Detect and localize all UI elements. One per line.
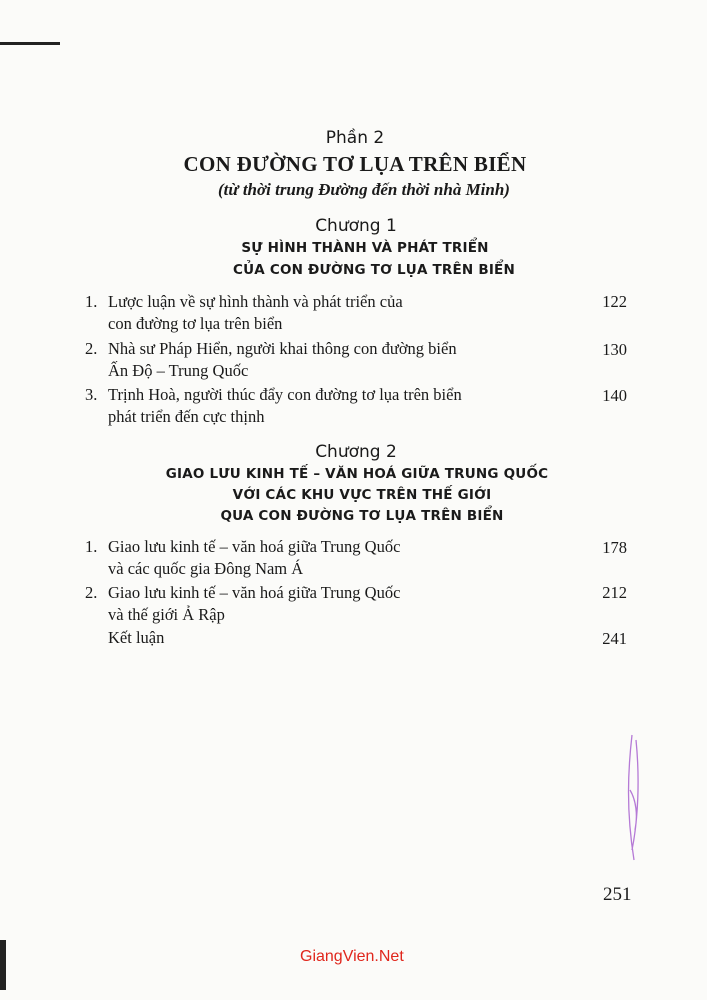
entry-number: 2. xyxy=(85,583,98,602)
conclusion-page: 241 xyxy=(602,629,627,648)
entry-number: 2. xyxy=(85,339,98,358)
scan-edge-left xyxy=(0,940,6,990)
page-number: 251 xyxy=(603,884,632,905)
toc-entry[interactable] xyxy=(85,385,462,405)
entry-title: Nhà sư Pháp Hiển, người khai thông con đường biển xyxy=(108,339,457,358)
chapter-1-label: Chương 1 xyxy=(315,216,397,236)
entry-title-cont: con đường tơ lụa trên biển xyxy=(108,314,283,333)
conclusion-entry[interactable]: Kết luận xyxy=(108,628,165,647)
part-label: Phần 2 xyxy=(325,128,385,148)
entry-number: 1. xyxy=(85,537,98,556)
entry-page: 130 xyxy=(602,340,627,359)
entry-title-cont: và thế giới Ả Rập xyxy=(108,605,225,624)
chapter-2-label: Chương 2 xyxy=(315,442,397,462)
entry-number: 1. xyxy=(85,292,98,311)
chapter-2-heading: VỚI CÁC KHU VỰC TRÊN THẾ GIỚI xyxy=(232,487,492,503)
chapter-2-heading: GIAO LƯU KINH TẾ – VĂN HOÁ GIỮA TRUNG QUỐC xyxy=(165,466,549,482)
entry-page: 140 xyxy=(602,386,627,405)
toc-entry[interactable] xyxy=(85,537,400,557)
entry-title: Giao lưu kinh tế – văn hoá giữa Trung Quốc xyxy=(108,537,401,556)
page-title: CON ĐƯỜNG TƠ LỤA TRÊN BIỂN xyxy=(183,152,527,176)
entry-title-cont: và các quốc gia Đông Nam Á xyxy=(108,559,304,578)
chapter-1-heading: SỰ HÌNH THÀNH VÀ PHÁT TRIỂN xyxy=(241,240,489,256)
entry-page: 122 xyxy=(602,292,627,311)
entry-title-cont: phát triển đến cực thịnh xyxy=(108,407,265,426)
toc-entry[interactable] xyxy=(85,583,400,603)
watermark: GiangVien.Net xyxy=(300,948,404,965)
pen-mark-icon xyxy=(618,730,648,870)
entry-title-cont: Ấn Độ – Trung Quốc xyxy=(108,361,249,380)
entry-title: Lược luận về sự hình thành và phát triển của xyxy=(108,292,403,311)
entry-number: 3. xyxy=(85,385,98,404)
entry-page: 212 xyxy=(602,583,627,602)
chapter-2-heading: QUA CON ĐƯỜNG TƠ LỤA TRÊN BIỂN xyxy=(220,508,504,524)
page-subtitle: (từ thời trung Đường đến thời nhà Minh) xyxy=(218,180,510,199)
scan-edge-top xyxy=(0,42,60,45)
entry-title: Trịnh Hoà, người thúc đẩy con đường tơ lụa trên biển xyxy=(108,385,462,404)
toc-entry[interactable] xyxy=(85,339,457,359)
toc-entry[interactable] xyxy=(85,292,403,312)
entry-page: 178 xyxy=(602,538,627,557)
chapter-1-heading: CỦA CON ĐƯỜNG TƠ LỤA TRÊN BIỂN xyxy=(233,262,515,278)
entry-title: Giao lưu kinh tế – văn hoá giữa Trung Quốc xyxy=(108,583,401,602)
